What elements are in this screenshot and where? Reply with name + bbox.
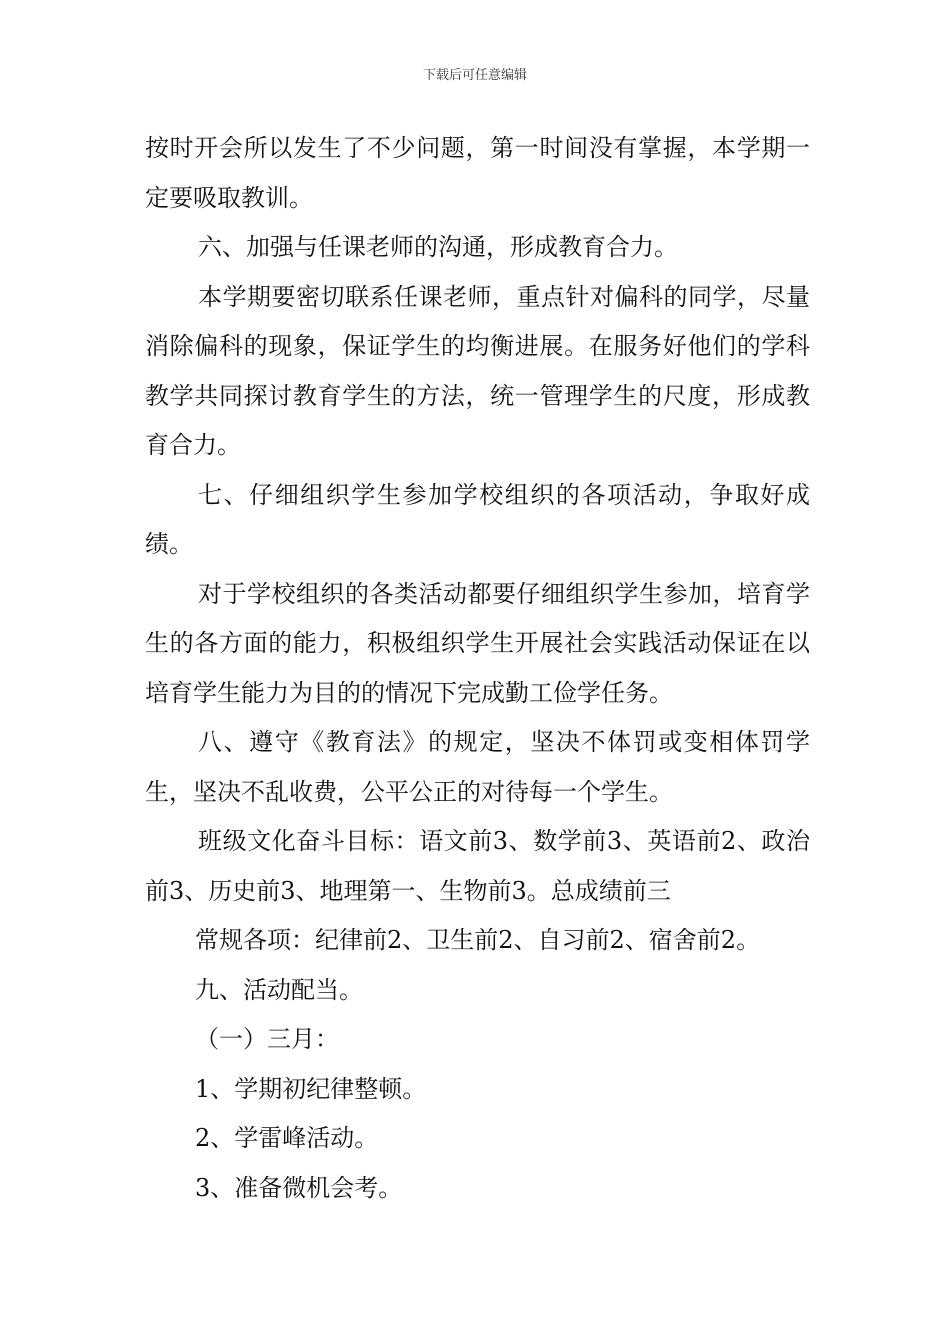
paragraph-routine-goals: 常规各项：纪律前2、卫生前2、自习前2、宿舍前2。 xyxy=(195,926,761,954)
paragraph-class-goals: 班级文化奋斗目标：语文前3、数学前3、英语前2、政治前3、历史前3、地理第一、生物前3。总成绩前三 xyxy=(145,827,810,905)
section-heading-9: 九、活动配当。 xyxy=(195,975,363,1004)
paragraph-teacher-communication: 本学期要密切联系任课老师，重点针对偏科的同学，尽量消除偏科的现象，保证学生的均衡进展。在服务好他们的学科教学共同探讨教育学生的方法，统一管理学生的尺度，形成教育合力。 xyxy=(145,282,810,459)
subsection-march: （一）三月： xyxy=(195,1025,339,1053)
list-item-2: 2、学雷峰活动。 xyxy=(195,1124,379,1152)
list-item-1: 1、学期初纪律整顿。 xyxy=(195,1074,427,1103)
section-heading-7: 七、仔细组织学生参加学校组织的各项活动，争取好成绩。 xyxy=(145,480,810,558)
list-item-3: 3、准备微机会考。 xyxy=(195,1173,403,1202)
paragraph-school-activities: 对于学校组织的各类活动都要仔细组织学生参加，培育学生的各方面的能力，积极组织学生开展社会实践活动保证在以培育学生能力为目的的情况下完成勤工俭学任务。 xyxy=(145,579,810,707)
section-heading-6: 六、加强与任课老师的沟通，形成教育合力。 xyxy=(198,233,678,261)
page-header: 下载后可任意编辑 xyxy=(422,68,527,83)
paragraph-continuation: 按时开会所以发生了不少问题，第一时间没有掌握，本学期一定要吸取教训。 xyxy=(145,134,810,212)
document-body xyxy=(145,124,810,1213)
section-heading-8: 八、遵守《教育法》的规定，坚决不体罚或变相体罚学生，坚决不乱收费，公平公正的对待每一个学生。 xyxy=(145,728,810,806)
